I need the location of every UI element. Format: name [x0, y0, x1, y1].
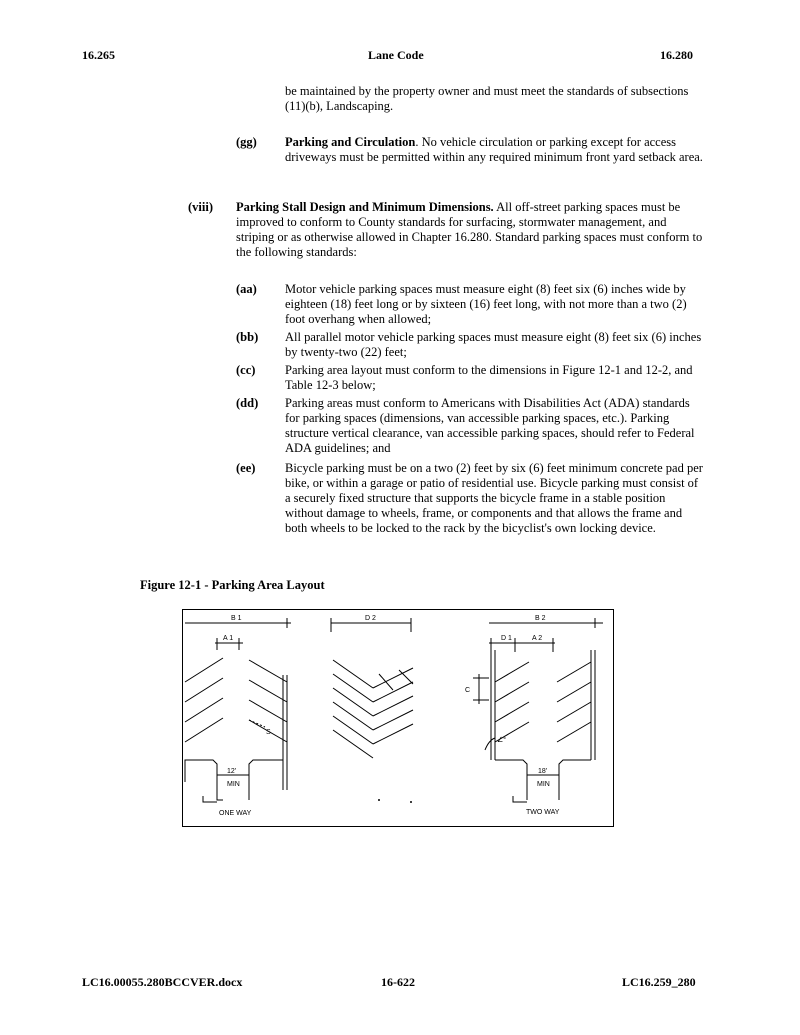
label-12-min: 12' — [227, 768, 237, 775]
figure-title: Figure 12-1 - Parking Area Layout — [140, 578, 325, 592]
viii-paragraph — [236, 200, 706, 260]
label-18-min: 18' — [538, 768, 548, 775]
cc-text: Parking area layout must conform to the dimensions in Figure 12-1 and 12-2, and Table 12-3 below; — [285, 363, 693, 392]
label-b2: B 2 — [535, 615, 546, 622]
bb-text: All parallel motor vehicle parking spaces must measure eight (8) feet six (6) inches by twenty-two (22) feet; — [285, 330, 702, 359]
label-a1: A 1 — [223, 635, 234, 642]
label-angle: ∠° — [497, 737, 507, 744]
label-two-way: TWO WAY — [526, 809, 560, 816]
viii-title: Parking Stall Design and Minimum Dimensions. — [236, 200, 494, 214]
two-way-layout — [465, 615, 603, 816]
header-title: Lane Code — [368, 48, 424, 62]
one-way-layout — [185, 615, 291, 817]
label-a2: A 2 — [532, 635, 543, 642]
intro-paragraph: be maintained by the property owner and must meet the standards of subsections (11)(b), Landscaping. — [285, 84, 689, 113]
gg-title: Parking and Circulation — [285, 135, 416, 149]
footer-page-number: 16-622 — [381, 975, 415, 989]
header-section-end: 16.280 — [660, 48, 693, 62]
parking-layout-figure — [182, 609, 614, 827]
dd-text: Parking areas must conform to Americans with Disabilities Act (ADA) standards for parking spaces (dimensions, van accessible parking spaces, etc.). Parking structure vertical clearance, van accessible parking spaces, should refer to Federal ADA guidelines; and — [285, 396, 695, 455]
cc-label: (cc) — [236, 363, 256, 377]
viii-text: All off-street parking spaces must be improved to conform to County standards for surfacing, stormwater management, and striping or as otherwise allowed in Chapter 16.280. Standard parking spaces must conform to the following standards: — [236, 200, 703, 259]
footer-section-ref: LC16.259_280 — [622, 975, 696, 989]
aa-text: Motor vehicle parking spaces must measure eight (8) feet six (6) inches wide by eighteen (18) feet long or by sixteen (16) feet long, with not more than a two (2) foot overhang when allowed; — [285, 282, 687, 326]
label-s: S — [266, 729, 271, 736]
ee-label: (ee) — [236, 461, 256, 475]
label-one-way: ONE WAY — [219, 810, 252, 817]
label-b1: B 1 — [231, 615, 242, 622]
bb-label: (bb) — [236, 330, 259, 344]
gg-text: . No vehicle circulation or parking except for access driveways must be permitted within any required minimum front yard setback area. — [285, 135, 703, 164]
gg-label: (gg) — [236, 135, 257, 149]
viii-label: (viii) — [188, 200, 213, 214]
label-min-left: MIN — [227, 781, 240, 788]
herringbone-layout — [331, 615, 413, 803]
label-d1: D 1 — [501, 635, 512, 642]
label-c: C — [465, 687, 471, 694]
dd-label: (dd) — [236, 396, 259, 410]
footer-filename: LC16.00055.280BCCVER.docx — [82, 975, 243, 989]
parking-layout-diagram — [183, 610, 615, 828]
header-section-start: 16.265 — [82, 48, 115, 62]
aa-label: (aa) — [236, 282, 257, 296]
label-d2: D 2 — [365, 615, 376, 622]
label-min-right: MIN — [537, 781, 550, 788]
gg-paragraph — [285, 135, 705, 165]
ee-text: Bicycle parking must be on a two (2) feet by six (6) feet minimum concrete pad per bike, or within a garage or patio of residential use. Bicycle parking must consist of a securely fixed structure that supports the bicycle frame in a stable position without damage to wheels, frame, or components and that allows the frame and both wheels to be locked to the rack by the bicyclist's own locking device. — [285, 461, 703, 535]
